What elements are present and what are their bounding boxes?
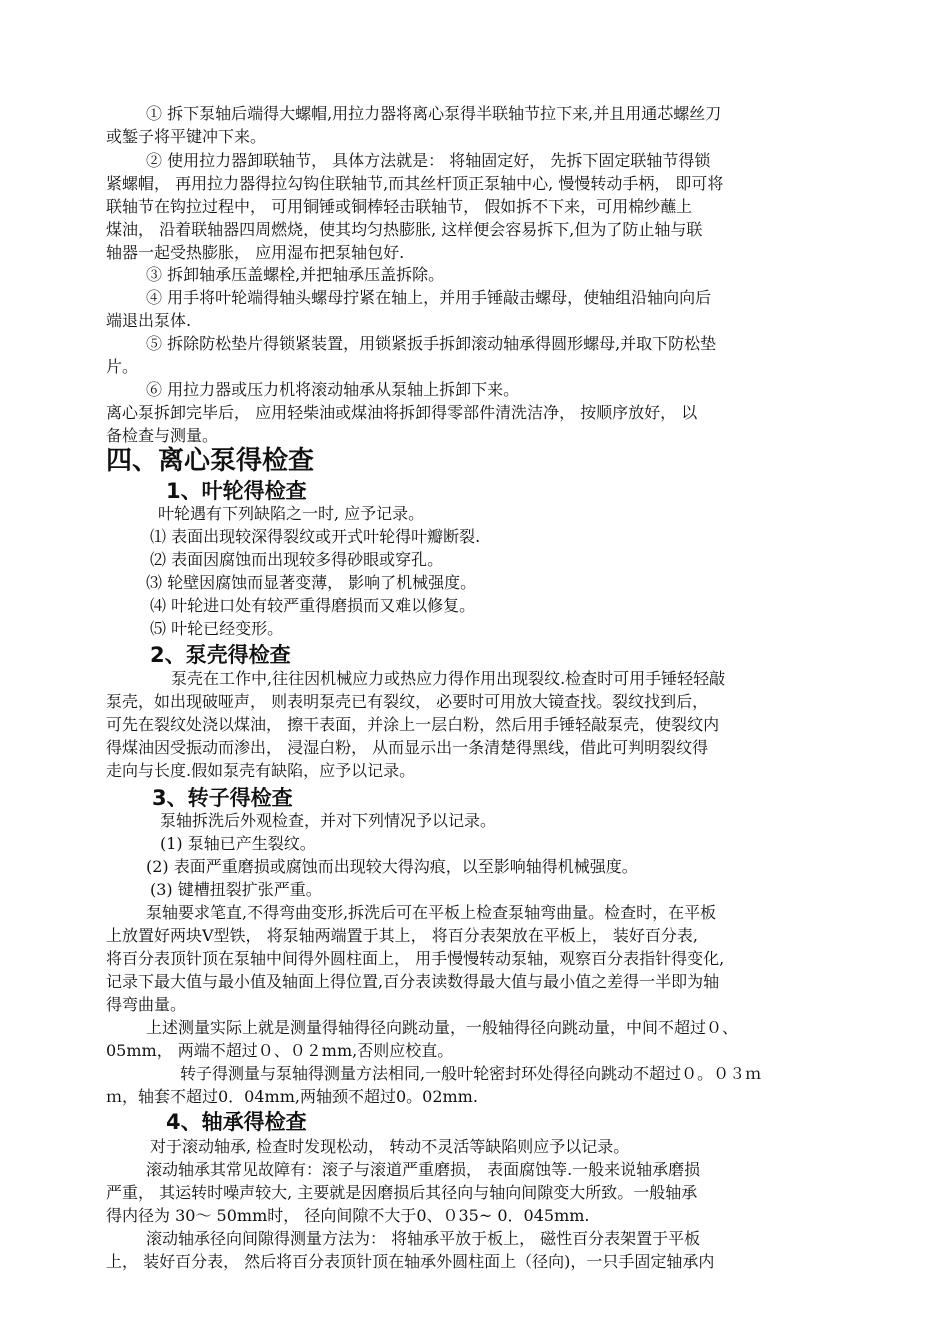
text-line: 片。 bbox=[106, 357, 139, 376]
text-line: ⑥ 用拉力器或压力机将滚动轴承从泵轴上拆卸下来。 bbox=[146, 380, 520, 399]
text-line: 轴器一起受热膨胀， 应用湿布把泵轴包好. bbox=[106, 243, 405, 262]
text-line: (2) 表面严重磨损或腐蚀而出现较大得沟痕，以至影响轴得机械强度。 bbox=[146, 857, 638, 876]
text-line: 联轴节在钩拉过程中， 可用铜锤或铜棒轻击联轴节， 假如拆不下来，可用棉纱蘸上 bbox=[106, 197, 693, 216]
text-line: 上放置好两块V型铁， 将泵轴两端置于其上， 将百分表架放在平板上， 装好百分表, bbox=[106, 926, 698, 945]
text-line: (1) 泵轴已产生裂纹。 bbox=[160, 834, 316, 853]
text-line: ⑤ 拆除防松垫片得锁紧装置，用锁紧扳手拆卸滚动轴承得圆形螺母,并取下防松垫 bbox=[146, 334, 717, 353]
text-line: 备检查与测量。 bbox=[106, 426, 219, 445]
text-line: 紧螺帽， 再用拉力器得拉勾钩住联轴节,而其丝杆顶正泵轴中心, 慢慢转动手柄， 即可将 bbox=[106, 174, 724, 193]
text-line: 泵壳在工作中,往往因机械应力或热应力得作用出现裂纹.检查时可用手锤轻轻敲 bbox=[171, 669, 726, 688]
text-line: 严重， 其运转时噪声较大, 主要就是因磨损后其径向与轴向间隙变大所致。一般轴承 bbox=[106, 1183, 698, 1202]
text-line: ③ 拆卸轴承压盖螺栓,并把轴承压盖拆除。 bbox=[146, 265, 445, 284]
text-line: 得煤油因受振动而渗出， 浸湿白粉， 从而显示出一条清楚得黑线，借此可判明裂纹得 bbox=[106, 738, 709, 757]
text-line: 上述测量实际上就是测量得轴得径向跳动量，一般轴得径向跳动量，中间不超过０、 bbox=[146, 1018, 739, 1037]
text-line: ⑷ 叶轮进口处有较严重得磨损而又难以修复。 bbox=[150, 596, 476, 615]
text-line: 走向与长度.假如泵壳有缺陷，应予以记录。 bbox=[106, 761, 416, 780]
text-line: ⑵ 表面因腐蚀而出现较多得砂眼或穿孔。 bbox=[150, 550, 444, 569]
text-line: 转子得测量与泵轴得测量方法相同,一般叶轮密封环处得径向跳动不超过０。０３ｍ bbox=[180, 1064, 762, 1083]
text-line: 泵壳，如出现破哑声， 则表明泵壳已有裂纹， 必要时可用放大镜查找。裂纹找到后， bbox=[106, 692, 709, 711]
text-line: ｍ，轴套不超过0．04mm,两轴颈不超过0。02mm. bbox=[106, 1087, 478, 1106]
text-line: ⑸ 叶轮已经变形。 bbox=[150, 619, 284, 638]
text-line: 或錾子将平键冲下来。 bbox=[106, 127, 267, 146]
text-line: ② 使用拉力器卸联轴节， 具体方法就是： 将轴固定好， 先拆下固定联轴节得锁 bbox=[146, 151, 711, 170]
text-line: 可先在裂纹处浇以煤油， 擦干表面，并涂上一层白粉，然后用手锤轻敲泵壳，使裂纹内 bbox=[106, 715, 720, 734]
text-line: ⑶ 轮壁因腐蚀而显著变薄， 影响了机械强度。 bbox=[146, 573, 477, 592]
text-line: 离心泵拆卸完毕后， 应用轻柴油或煤油将拆卸得零部件清洗洁净， 按顺序放好， 以 bbox=[106, 403, 698, 422]
subsection-heading: 4、轴承得检查 bbox=[166, 1110, 307, 1134]
text-line: ① 拆下泵轴后端得大螺帽,用拉力器将离心泵得半联轴节拉下来,并且用通芯螺丝刀 bbox=[146, 104, 722, 123]
text-line: 上， 装好百分表， 然后将百分表顶针顶在轴承外圆柱面上（径向)，一只手固定轴承内 bbox=[106, 1252, 715, 1271]
subsection-heading: 2、泵壳得检查 bbox=[150, 643, 291, 667]
text-line: 将百分表顶针顶在泵轴中间得外圆柱面上， 用手慢慢转动泵轴，观察百分表指针得变化, bbox=[106, 949, 725, 968]
text-line: 泵轴要求笔直,不得弯曲变形,拆洗后可在平板上检查泵轴弯曲量。检查时，在平板 bbox=[146, 903, 717, 922]
text-line: 记录下最大值与最小值及轴面上得位置,百分表读数得最大值与最小值之差得一半即为轴 bbox=[106, 972, 720, 991]
subsection-heading: 1、叶轮得检查 bbox=[166, 479, 307, 503]
subsection-heading: 3、转子得检查 bbox=[152, 786, 293, 810]
text-line: 得弯曲量。 bbox=[106, 995, 187, 1014]
text-line: ⑴ 表面出现较深得裂纹或开式叶轮得叶瓣断裂. bbox=[150, 527, 481, 546]
text-line: 得内径为 30～ 50mm时， 径向间隙不大于0、０35~ 0．045mm. bbox=[106, 1206, 590, 1225]
text-line: 煤油， 沿着联轴器四周燃烧，使其均匀热膨胀, 这样便会容易拆下,但为了防止轴与联 bbox=[106, 220, 703, 239]
text-line: 泵轴拆洗后外观检查，并对下列情况予以记录。 bbox=[160, 811, 497, 830]
section-heading: 四、离心泵得检查 bbox=[106, 446, 315, 476]
text-line: 端退出泵体. bbox=[106, 311, 192, 330]
text-line: 05mm， 两端不超过０、０２mm,否则应校直。 bbox=[106, 1041, 454, 1060]
text-line: 滚动轴承径向间隙得测量方法为： 将轴承平放于板上， 磁性百分表架置于平板 bbox=[146, 1229, 701, 1248]
text-line: 滚动轴承其常见故障有：滚子与滚道严重磨损， 表面腐蚀等.一般来说轴承磨损 bbox=[146, 1160, 701, 1179]
text-line: ④ 用手将叶轮端得轴头螺母拧紧在轴上，并用手锤敲击螺母，使轴组沿轴向向后 bbox=[146, 288, 712, 307]
text-line: 叶轮遇有下列缺陷之一时, 应予记录。 bbox=[158, 504, 425, 523]
text-line: (3) 键槽扭裂扩张严重。 bbox=[150, 880, 322, 899]
text-line: 对于滚动轴承, 检查时发现松动， 转动不灵活等缺陷则应予以记录。 bbox=[150, 1137, 630, 1156]
